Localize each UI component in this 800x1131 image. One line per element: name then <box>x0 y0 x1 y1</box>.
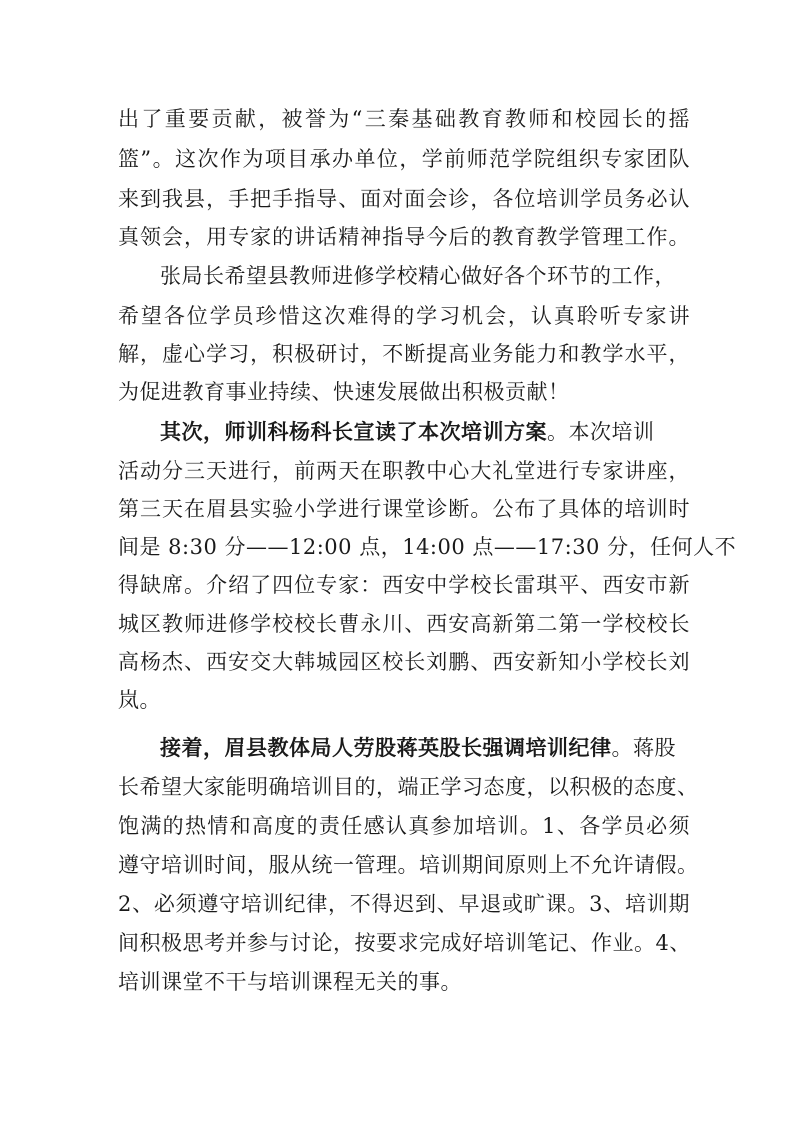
paragraph-3-line-4: 间是 8:30 分——12:00 点，14:00 点——17:30 分，任何人不 <box>118 535 737 559</box>
paragraph-3-line-3: 第三天在眉县实验小学进行课堂诊断。公布了具体的培训时 <box>118 497 690 521</box>
paragraph-4-line-4: 遵守培训时间，服从统一管理。培训期间原则上不允许请假。 <box>118 853 699 877</box>
paragraph-4-line-6: 间积极思考并参与讨论，按要求完成好培训笔记、作业。4、 <box>118 931 691 955</box>
paragraph-2-line-4: 为促进教育事业持续、快速发展做出积极贡献！ <box>118 380 570 404</box>
paragraph-1-line-1: 出了重要贡献，被誉为“三秦基础教育教师和校园长的摇 <box>118 107 690 131</box>
paragraph-2-line-1: 张局长希望县教师进修学校精心做好各个环节的工作， <box>160 264 676 288</box>
paragraph-3-line-2: 活动分三天进行，前两天在职教中心大礼堂进行专家讲座， <box>118 459 690 483</box>
paragraph-3-line-7: 高杨杰、西安交大韩城园区校长刘鹏、西安新知小学校长刘 <box>118 650 690 674</box>
paragraph-4-line-1 <box>160 734 732 762</box>
paragraph-1-line-2: 篮”。这次作为项目承办单位，学前师范学院组织专家团队 <box>118 147 690 171</box>
paragraph-1-line-4: 真领会，用专家的讲话精神指导今后的教育教学管理工作。 <box>118 225 690 249</box>
paragraph-4-line-5: 2、必须遵守培训纪律，不得迟到、早退或旷课。3、培训期 <box>118 892 690 916</box>
paragraph-3-first-line-rest: 。本次培训 <box>547 420 655 444</box>
paragraph-4-first-line-rest: 。蒋股 <box>611 736 676 760</box>
paragraph-4-line-3: 饱满的热情和高度的责任感认真参加培训。1、各学员必须 <box>118 814 690 838</box>
paragraph-3-line-8: 岚。 <box>118 688 161 712</box>
paragraph-4-line-2: 长希望大家能明确培训目的，端正学习态度，以积极的态度、 <box>118 775 699 799</box>
paragraph-2-line-3: 解，虚心学习，积极研讨，不断提高业务能力和教学水平， <box>118 342 690 366</box>
paragraph-3-line-5: 得缺席。介绍了四位专家：西安中学校长雷琪平、西安市新 <box>118 573 690 597</box>
paragraph-2-line-2: 希望各位学员珍惜这次难得的学习机会，认真聆听专家讲 <box>118 304 690 328</box>
paragraph-3-heading: 其次，师训科杨科长宣读了本次培训方案 <box>160 419 547 444</box>
paragraph-3-line-1 <box>160 418 732 446</box>
paragraph-4-line-7: 培训课堂不干与培训课程无关的事。 <box>118 970 462 994</box>
paragraph-1-line-3: 来到我县，手把手指导、面对面会诊，各位培训学员务必认 <box>118 187 690 211</box>
paragraph-3-line-6: 城区教师进修学校校长曹永川、西安高新第二第一学校校长 <box>118 612 690 636</box>
paragraph-4-heading: 接着，眉县教体局人劳股蒋英股长强调培训纪律 <box>160 735 612 760</box>
